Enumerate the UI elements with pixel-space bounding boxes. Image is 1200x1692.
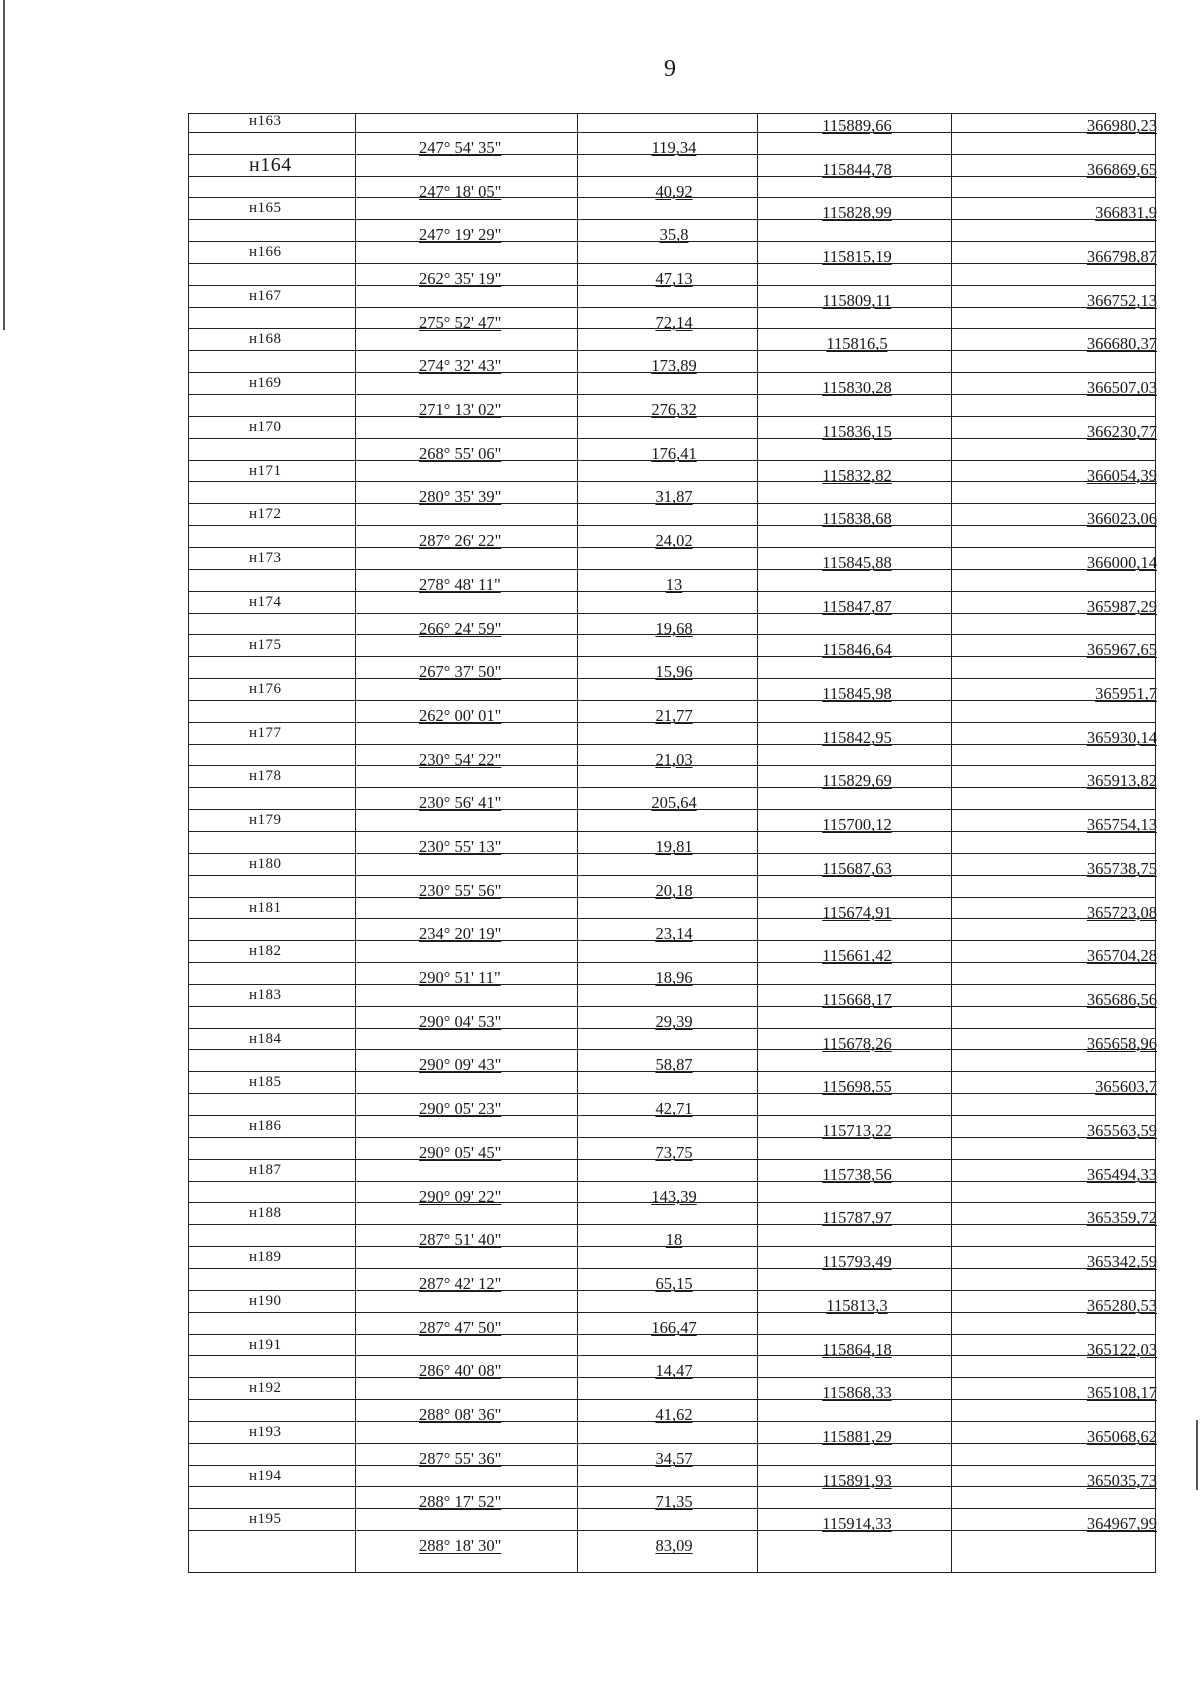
coord-x: 115864,18 — [822, 1339, 892, 1359]
coord-y: 366023,06 — [1086, 509, 1157, 529]
row-divider — [189, 481, 1155, 482]
bearing-angle: 290° 05' 45" — [419, 1142, 502, 1162]
coord-y: 366680,37 — [1086, 334, 1157, 354]
segment-length: 65,15 — [655, 1273, 693, 1293]
coord-x: 115845,88 — [822, 552, 892, 572]
bearing-angle: 287° 26' 22" — [419, 531, 502, 551]
segment-length: 35,8 — [659, 225, 689, 245]
row-divider — [189, 940, 1155, 941]
page-number: 9 — [664, 56, 676, 82]
point-label: н191 — [249, 1336, 282, 1353]
row-divider — [189, 1530, 1155, 1531]
segment-length: 23,14 — [655, 924, 693, 944]
bearing-angle: 290° 05' 23" — [419, 1099, 502, 1119]
coord-y: 365658,96 — [1086, 1033, 1157, 1053]
row-divider — [189, 853, 1155, 854]
coord-y: 366000,14 — [1086, 552, 1157, 572]
row-divider — [189, 1334, 1155, 1335]
row-divider — [189, 328, 1155, 329]
coord-x: 115842,95 — [822, 727, 892, 747]
row-divider — [189, 285, 1155, 286]
coord-x: 115829,69 — [822, 771, 892, 791]
row-divider — [189, 613, 1155, 614]
coord-x: 115700,12 — [822, 815, 892, 835]
row-divider — [189, 765, 1155, 766]
point-label: н193 — [249, 1423, 282, 1440]
coord-x: 115838,68 — [822, 509, 892, 529]
bearing-angle: 247° 54' 35" — [419, 137, 502, 157]
coord-y: 365686,56 — [1086, 989, 1157, 1009]
row-divider — [189, 897, 1155, 898]
bearing-angle: 266° 24' 59" — [419, 618, 502, 638]
row-divider — [189, 176, 1155, 177]
segment-length: 31,87 — [655, 487, 693, 507]
coord-x: 115809,11 — [822, 290, 892, 310]
row-divider — [189, 460, 1155, 461]
point-label: н185 — [249, 1074, 282, 1091]
column-divider — [355, 114, 356, 1572]
segment-length: 143,39 — [651, 1186, 697, 1206]
row-divider — [189, 1443, 1155, 1444]
segment-length: 34,57 — [655, 1448, 693, 1468]
segment-length: 176,41 — [651, 443, 697, 463]
row-divider — [189, 744, 1155, 745]
row-divider — [189, 1355, 1155, 1356]
row-divider — [189, 197, 1155, 198]
point-label: н178 — [249, 768, 282, 785]
coord-x: 115668,17 — [822, 989, 892, 1009]
coord-y: 365967,65 — [1086, 640, 1157, 660]
bearing-angle: 268° 55' 06" — [419, 443, 502, 463]
bearing-angle: 287° 51' 40" — [419, 1230, 502, 1250]
bearing-angle: 230° 56' 41" — [419, 793, 502, 813]
point-label: н173 — [249, 549, 282, 566]
bearing-angle: 267° 37' 50" — [419, 662, 502, 682]
bearing-angle: 288° 08' 36" — [419, 1405, 502, 1425]
row-divider — [189, 1115, 1155, 1116]
segment-length: 18,96 — [655, 968, 693, 988]
coord-y: 365494,33 — [1086, 1164, 1157, 1184]
row-divider — [189, 438, 1155, 439]
bearing-angle: 280° 35' 39" — [419, 487, 502, 507]
point-label: н184 — [249, 1030, 282, 1047]
row-divider — [189, 1377, 1155, 1378]
segment-length: 71,35 — [655, 1492, 693, 1512]
row-divider — [189, 918, 1155, 919]
row-divider — [189, 1421, 1155, 1422]
bearing-angle: 287° 47' 50" — [419, 1317, 502, 1337]
coord-x: 115678,26 — [822, 1033, 892, 1053]
point-label: н188 — [249, 1205, 282, 1222]
row-divider — [189, 547, 1155, 548]
coord-y: 364967,99 — [1086, 1514, 1157, 1534]
bearing-angle: 288° 17' 52" — [419, 1492, 502, 1512]
column-divider — [577, 114, 578, 1572]
bearing-angle: 290° 09' 22" — [419, 1186, 502, 1206]
point-label: н183 — [249, 986, 282, 1003]
segment-length: 19,68 — [655, 618, 693, 638]
row-divider — [189, 241, 1155, 242]
coord-x: 115845,98 — [822, 684, 892, 704]
coord-y: 365754,13 — [1086, 815, 1157, 835]
scan-edge-left — [3, 0, 5, 330]
row-divider — [189, 1224, 1155, 1225]
bearing-angle: 230° 55' 56" — [419, 880, 502, 900]
coord-x: 115713,22 — [822, 1121, 892, 1141]
row-divider — [189, 1049, 1155, 1050]
coordinates-table — [188, 113, 1156, 1573]
coord-y: 365603,7 — [1095, 1077, 1157, 1097]
row-divider — [189, 1028, 1155, 1029]
coord-x: 115832,82 — [822, 465, 892, 485]
segment-length: 119,34 — [651, 137, 697, 157]
bearing-angle: 287° 55' 36" — [419, 1448, 502, 1468]
coord-y: 365704,28 — [1086, 946, 1157, 966]
coord-y: 366798,87 — [1086, 247, 1157, 267]
bearing-angle: 288° 18' 30" — [419, 1536, 502, 1556]
coord-x: 115687,63 — [822, 858, 892, 878]
point-label: н192 — [249, 1380, 282, 1397]
bearing-angle: 271° 13' 02" — [419, 400, 502, 420]
row-divider — [189, 569, 1155, 570]
row-divider — [189, 656, 1155, 657]
coord-x: 115661,42 — [822, 946, 892, 966]
point-label: н164 — [249, 153, 292, 176]
coord-y: 365342,59 — [1086, 1252, 1157, 1272]
row-divider — [189, 809, 1155, 810]
segment-length: 42,71 — [655, 1099, 693, 1119]
bearing-angle: 286° 40' 08" — [419, 1361, 502, 1381]
bearing-angle: 287° 42' 12" — [419, 1273, 502, 1293]
row-divider — [189, 634, 1155, 635]
coord-x: 115830,28 — [822, 378, 892, 398]
row-divider — [189, 787, 1155, 788]
row-divider — [189, 394, 1155, 395]
row-divider — [189, 1268, 1155, 1269]
coord-y: 365951,7 — [1095, 684, 1157, 704]
coord-y: 366230,77 — [1086, 421, 1157, 441]
point-label: н190 — [249, 1292, 282, 1309]
coord-y: 366054,39 — [1086, 465, 1157, 485]
row-divider — [189, 1181, 1155, 1182]
coord-x: 115828,99 — [822, 203, 892, 223]
segment-length: 166,47 — [651, 1317, 697, 1337]
coord-y: 366980,23 — [1086, 116, 1157, 135]
segment-length: 13 — [665, 574, 683, 594]
row-divider — [189, 1006, 1155, 1007]
coord-y: 365723,08 — [1086, 902, 1157, 922]
coord-y: 366752,13 — [1086, 290, 1157, 310]
row-divider — [189, 1159, 1155, 1160]
coord-x: 115813,3 — [826, 1295, 888, 1315]
row-divider — [189, 1486, 1155, 1487]
bearing-angle: 262° 00' 01" — [419, 705, 502, 725]
coord-y: 365359,72 — [1086, 1208, 1157, 1228]
coord-y: 365563,59 — [1086, 1121, 1157, 1141]
coord-y: 365035,73 — [1086, 1470, 1157, 1490]
bearing-angle: 274° 32' 43" — [419, 356, 502, 376]
point-label: н169 — [249, 375, 282, 392]
point-label: н165 — [249, 200, 282, 217]
segment-length: 24,02 — [655, 531, 693, 551]
point-label: н177 — [249, 724, 282, 741]
coord-x: 115787,97 — [822, 1208, 892, 1228]
segment-length: 73,75 — [655, 1142, 693, 1162]
row-divider — [189, 307, 1155, 308]
bearing-angle: 247° 18' 05" — [419, 181, 502, 201]
coord-x: 115793,49 — [822, 1252, 892, 1272]
coord-y: 365280,53 — [1086, 1295, 1157, 1315]
point-label: н175 — [249, 637, 282, 654]
coord-x: 115846,64 — [822, 640, 892, 660]
bearing-angle: 290° 09' 43" — [419, 1055, 502, 1075]
row-divider — [189, 700, 1155, 701]
coord-y: 366869,65 — [1086, 159, 1157, 179]
coord-y: 365108,17 — [1086, 1383, 1157, 1403]
row-divider — [189, 219, 1155, 220]
coord-x: 115738,56 — [822, 1164, 892, 1184]
bearing-angle: 290° 51' 11" — [419, 968, 501, 988]
coord-x: 115847,87 — [822, 596, 892, 616]
row-divider — [189, 525, 1155, 526]
row-divider — [189, 1465, 1155, 1466]
segment-length: 72,14 — [655, 312, 693, 332]
point-label: н176 — [249, 681, 282, 698]
point-label: н195 — [249, 1511, 282, 1528]
point-label: н180 — [249, 855, 282, 872]
row-divider — [189, 875, 1155, 876]
row-divider — [189, 1071, 1155, 1072]
point-label: н189 — [249, 1249, 282, 1266]
point-label: н182 — [249, 943, 282, 960]
row-divider — [189, 1137, 1155, 1138]
row-divider — [189, 1202, 1155, 1203]
row-divider — [189, 154, 1155, 155]
row-divider — [189, 962, 1155, 963]
row-divider — [189, 1312, 1155, 1313]
coord-y: 365738,75 — [1086, 858, 1157, 878]
scan-edge-right — [1196, 1420, 1198, 1490]
segment-length: 173,89 — [651, 356, 697, 376]
row-divider — [189, 1508, 1155, 1509]
segment-length: 40,92 — [655, 181, 693, 201]
point-label: н170 — [249, 418, 282, 435]
point-label: н187 — [249, 1161, 282, 1178]
coord-x: 115836,15 — [822, 421, 892, 441]
segment-length: 276,32 — [651, 400, 697, 420]
coord-y: 366831,9 — [1095, 203, 1157, 223]
point-label: н168 — [249, 331, 282, 348]
coord-y: 365913,82 — [1086, 771, 1157, 791]
row-divider — [189, 984, 1155, 985]
point-label: н174 — [249, 593, 282, 610]
point-label: н179 — [249, 812, 282, 829]
segment-length: 18 — [665, 1230, 683, 1250]
coord-x: 115815,19 — [822, 247, 892, 267]
coord-y: 365930,14 — [1086, 727, 1157, 747]
point-label: н181 — [249, 899, 282, 916]
segment-length: 15,96 — [655, 662, 693, 682]
row-divider — [189, 591, 1155, 592]
coord-y: 365068,62 — [1086, 1426, 1157, 1446]
coord-y: 365122,03 — [1086, 1339, 1157, 1359]
segment-length: 205,64 — [651, 793, 697, 813]
row-divider — [189, 503, 1155, 504]
point-label: н167 — [249, 287, 282, 304]
bearing-angle: 290° 04' 53" — [419, 1011, 502, 1031]
row-divider — [189, 132, 1155, 133]
point-label: н171 — [249, 462, 282, 479]
bearing-angle: 275° 52' 47" — [419, 312, 502, 332]
row-divider — [189, 831, 1155, 832]
coord-x: 115868,33 — [822, 1383, 892, 1403]
row-divider — [189, 1290, 1155, 1291]
row-divider — [189, 678, 1155, 679]
coord-x: 115844,78 — [822, 159, 892, 179]
coord-x: 115816,5 — [826, 334, 888, 354]
coord-y: 366507,03 — [1086, 378, 1157, 398]
coord-x: 115698,55 — [822, 1077, 892, 1097]
point-label: н172 — [249, 506, 282, 523]
segment-length: 41,62 — [655, 1405, 693, 1425]
bearing-angle: 230° 54' 22" — [419, 749, 502, 769]
segment-length: 58,87 — [655, 1055, 693, 1075]
coord-y: 365987,29 — [1086, 596, 1157, 616]
coord-x: 115889,66 — [822, 116, 892, 135]
point-label: н186 — [249, 1118, 282, 1135]
row-divider — [189, 263, 1155, 264]
row-divider — [189, 1093, 1155, 1094]
row-divider — [189, 350, 1155, 351]
bearing-angle: 278° 48' 11" — [419, 574, 501, 594]
point-label: н163 — [249, 113, 282, 129]
segment-length: 21,03 — [655, 749, 693, 769]
bearing-angle: 234° 20' 19" — [419, 924, 502, 944]
segment-length: 21,77 — [655, 705, 693, 725]
segment-length: 29,39 — [655, 1011, 693, 1031]
segment-length: 20,18 — [655, 880, 693, 900]
bearing-angle: 262° 35' 19" — [419, 268, 502, 288]
row-divider — [189, 722, 1155, 723]
bearing-angle: 247° 19' 29" — [419, 225, 502, 245]
point-label: н166 — [249, 244, 282, 261]
segment-length: 14,47 — [655, 1361, 693, 1381]
segment-length: 19,81 — [655, 837, 693, 856]
segment-length: 47,13 — [655, 268, 693, 288]
row-divider — [189, 372, 1155, 373]
point-label: н194 — [249, 1467, 282, 1484]
coord-x: 115891,93 — [822, 1470, 892, 1490]
row-divider — [189, 1246, 1155, 1247]
coord-x: 115881,29 — [822, 1426, 892, 1446]
coord-x: 115914,33 — [822, 1514, 892, 1534]
segment-length: 83,09 — [655, 1536, 693, 1556]
coord-x: 115674,91 — [822, 902, 892, 922]
bearing-angle: 230° 55' 13" — [419, 837, 502, 856]
row-divider — [189, 416, 1155, 417]
row-divider — [189, 1399, 1155, 1400]
